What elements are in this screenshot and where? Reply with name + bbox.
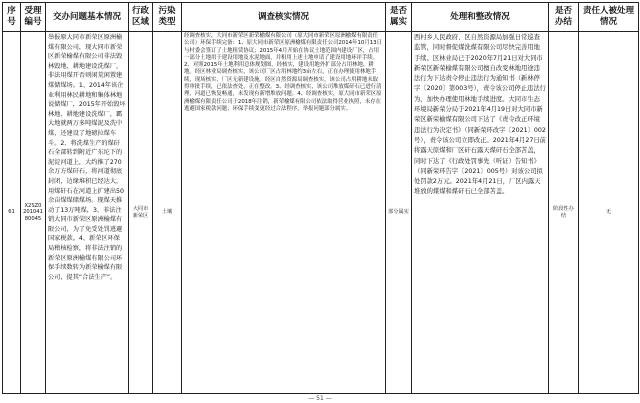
table-header-row <box>3 3 639 32</box>
header-region: 行政区域 <box>129 3 153 32</box>
header-pollution: 污染类型 <box>153 3 182 32</box>
cell-code: X2SZ020104180045 <box>21 32 46 394</box>
page-number: — 51 — <box>308 395 332 402</box>
header-accountability: 责任人被处理情况 <box>579 3 639 32</box>
cell-accountability: 无 <box>579 32 639 394</box>
cell-investigation <box>182 32 386 394</box>
table-row <box>3 32 639 394</box>
handling-text: 西村乡人民政府、区自然资源局加强日常巡查监管，同时督促煤洗煤有限公司尽快完善用地手续。区林业局已于2020年7月21日对大同市新荣区新荣榆煤有限公司擅自改变林地用途违法行为下达责令停止违法行为通知书（新林停字〔2020〕第003号），责令该公司停止违法行为，加快办理使用林地手续进度。大同市生态环境局新荣分局于2021年4月19日对大同市新荣区新荣榆煤有限公司下达了《责令改正环境违法行为决定书》（同新荣环改字〔2021〕002号），责令该公司立即改正。2021年4月27日前将露天原煤和厂区矸石露天煤矸石全部苫盖，同时下达了《行政处罚事先（听证）告知书》（同新荣环告字〔2021〕005号）对该公司拟处罚款2万元。2021年4月21日，厂区内露天堆放的煤煤和煤矸石已全部苫盖。 <box>414 34 546 196</box>
header-verified: 是否属实 <box>386 3 412 32</box>
cell-verified: 部分属实 <box>386 32 412 394</box>
cell-region: 大同市新荣区 <box>129 32 153 394</box>
cell-seq: 61 <box>3 32 21 394</box>
header-investigation: 调查核实情况 <box>182 3 386 32</box>
header-handling: 处理和整改情况 <box>412 3 549 32</box>
cell-handling <box>412 32 549 394</box>
header-seq: 序号 <box>3 3 21 32</box>
issue-text: 举报原大同市新荣区原洲榆煤有限公司，现大同市新荣区新荣榆煤有限公司非法毁林毁地、耕地建设洗煤厂，非法用煤开否则闲荒闲置建煤储煤场。1、2014年该企业利用林民耕地和集体林地说储煤厂，2015年开始毁坏林地、耕地建设洗煤厂，霸大地就两万多吨煤泥及洗中煤，还建设了地磅拉煤车斗。2、将洗煤生产的煤矸石全部转到附近广东坨下的泥淀河道上，大约推了270余万方煤矸石，将河道彻底封闭，边缘堆积已经达大，用煤矸石在河道上扩建出50余亩煤煤储煤场。现煤天推动了13万吨煤，3、非法注销大同市新荣区原洲榆煤有限公司，为了免受处罚逃避国家税款。4、新荣区环保局稽核检察，将非法注销的新荣区原洲榆煤有限公司环保手续数转为新荣榆煤有限公司，提其“合法生产”。 <box>48 34 126 281</box>
cell-pollution: 土壤 <box>153 32 182 394</box>
complaint-table <box>2 2 639 394</box>
header-code: 受理编号 <box>21 3 46 32</box>
cell-issue <box>46 32 129 394</box>
header-settled: 是否办结 <box>549 3 579 32</box>
cell-settled: 阶段性办结 <box>549 32 579 394</box>
investigation-text: 经调查核实，大同市新荣区新荣榆煤有限公司（原大同市新荣区原洲榆煤有限责任公司）环保手续完备：1、原大同市新荣区原洲榆煤有限责任公司2014年10月13日与村委会签订了土地租赁协议；2015年4月开始在协议土地范围内建设厂区，占用一部分土地用于建设用地及水泥地面，并租用上述土地申请了建设用地环评手续。2、对照2015年土地利用总体规划图，经核实，建设用地外扩部分占用林地、耕地。经区林业局调查核实，该公司厂区占用林地约3亩左右，正在办理使用林地手续，现场核实，厂区无新建设施。经区自然资源局调查核实，该公司占用耕地未取得审批手续，已依法查处，正在整改。3、经调查核实，该公司堆放煤矸石已进行清理，河道已恢复畅通，未发现有新增堆放问题。4、经调查核实，原大同市新荣区原洲榆煤有限责任公司于2018年注销，新荣榆煤有限公司依法取得营业执照，未存在逃避国家税款问题；环保手续变更经过合法程序，举报问题部分属实。 <box>184 33 382 112</box>
header-issue: 交办问题基本情况 <box>46 3 129 32</box>
